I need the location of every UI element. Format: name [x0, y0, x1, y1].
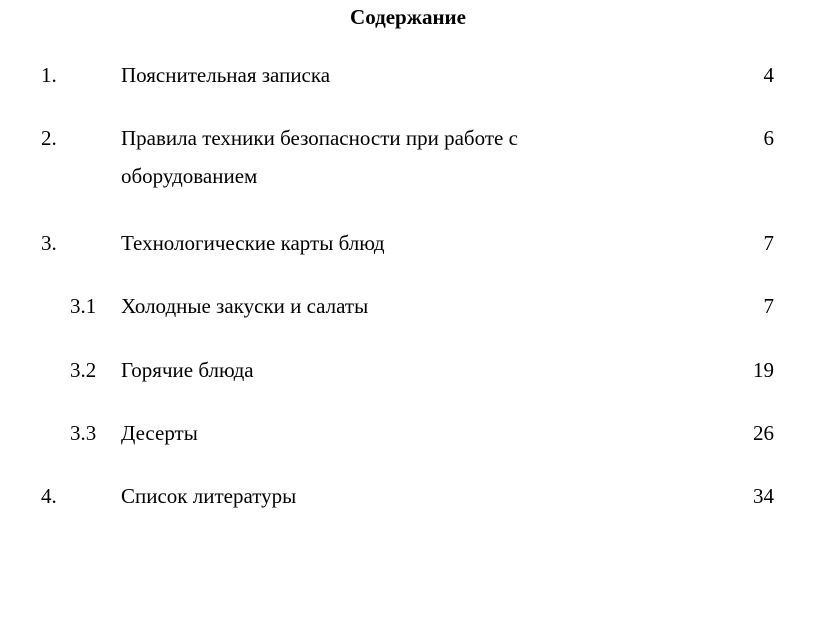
toc-title: Содержание — [350, 5, 466, 29]
toc-entry-text-line1: Правила техники безопасности при работе с — [121, 126, 518, 150]
toc-entry-page: 6 — [763, 126, 774, 150]
toc-entry-text: Холодные закуски и салаты — [121, 294, 369, 318]
toc-entry-page: 7 — [763, 231, 774, 255]
toc-entry-text-line2: оборудованием — [121, 164, 258, 188]
toc-entry-page: 7 — [763, 294, 774, 318]
toc-entry-number: 3.1 — [70, 294, 97, 318]
toc-entry-number: 3.2 — [70, 358, 97, 382]
toc-entry-number: 3. — [41, 231, 57, 255]
toc-entry-text — [121, 119, 681, 195]
toc-entry-number: 2. — [41, 126, 57, 150]
toc-entry-page: 26 — [753, 421, 774, 445]
toc-entry-number: 1. — [41, 63, 57, 87]
toc-entry-page: 34 — [753, 484, 774, 508]
toc-entry-text: Список литературы — [121, 484, 297, 508]
toc-entry-text: Горячие блюда — [121, 358, 254, 382]
toc-entry-text: Пояснительная записка — [121, 63, 331, 87]
toc-entry-number: 4. — [41, 484, 57, 508]
toc-entry-text: Десерты — [121, 421, 198, 445]
toc-entry-text: Технологические карты блюд — [121, 231, 385, 255]
toc-entry-number: 3.3 — [70, 421, 97, 445]
toc-entry-page: 4 — [763, 63, 774, 87]
toc-entry-page: 19 — [753, 358, 774, 382]
